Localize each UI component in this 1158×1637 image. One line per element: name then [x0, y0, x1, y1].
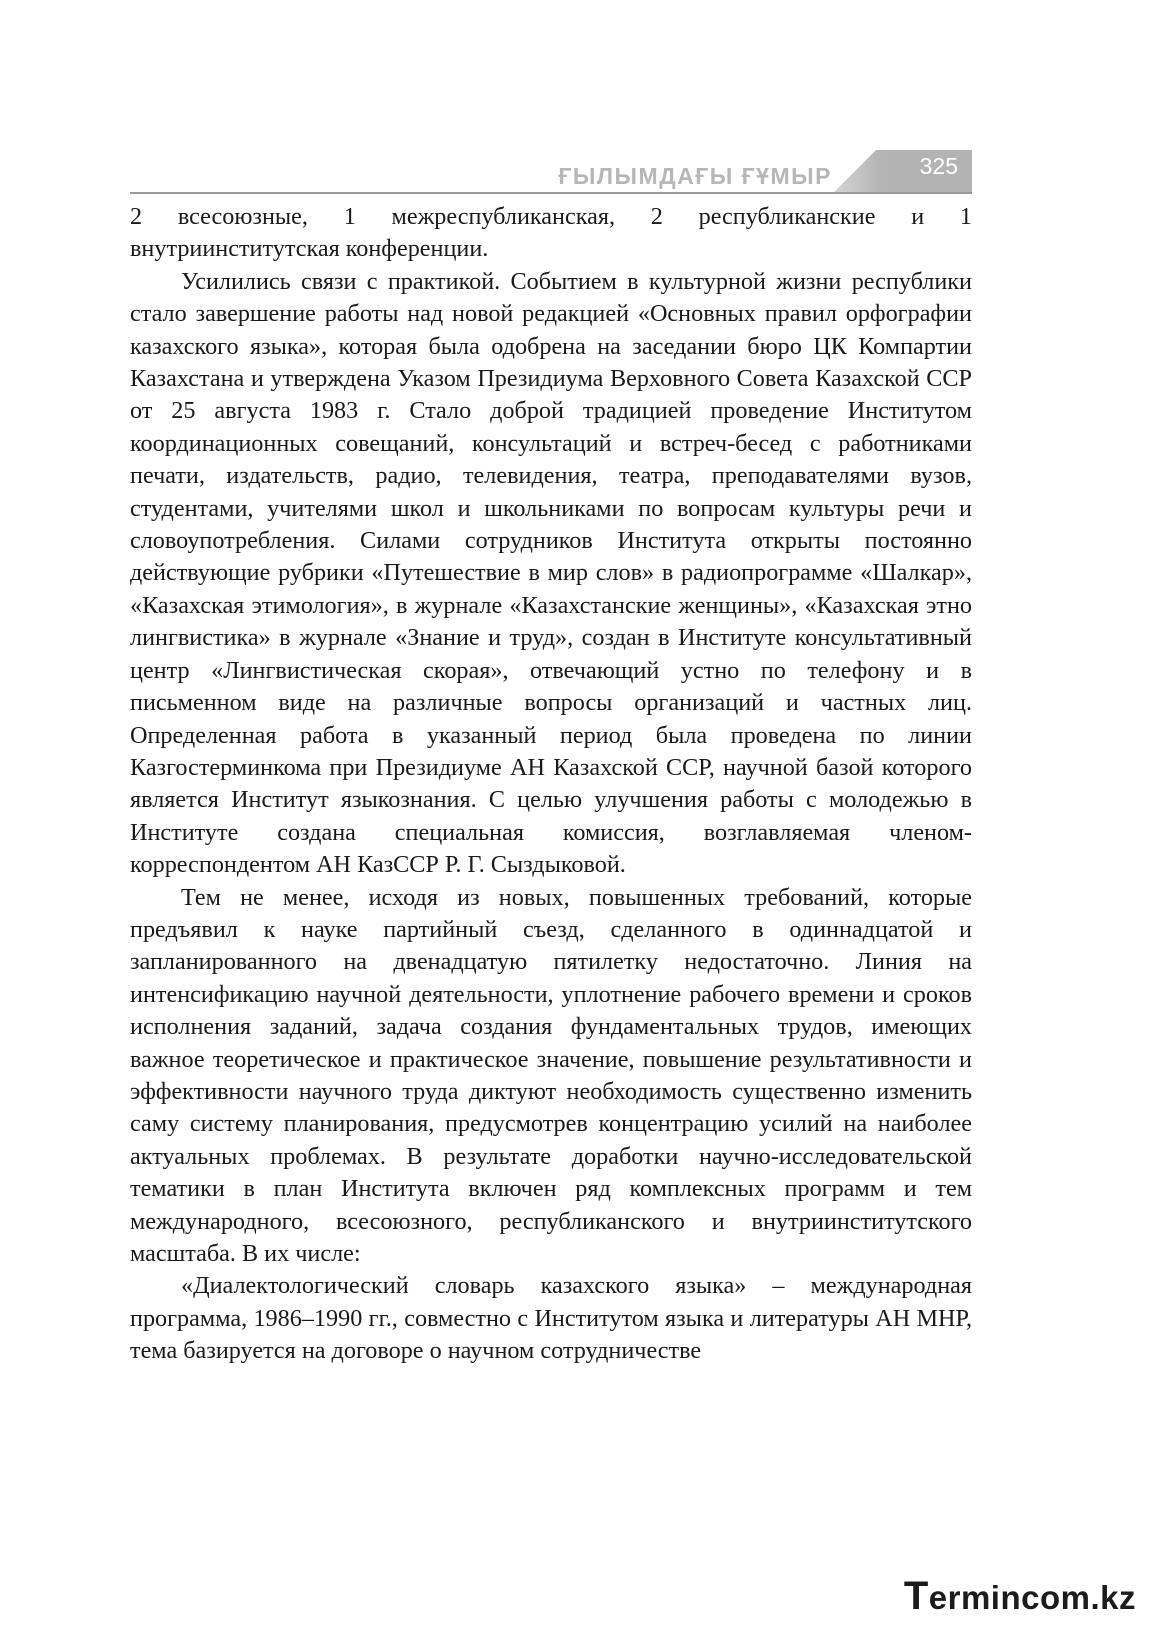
- header-wedge: [834, 150, 972, 192]
- body-text: [130, 201, 972, 1368]
- watermark-logo: [904, 1574, 1136, 1619]
- running-header: [130, 148, 972, 194]
- watermark-logo-initial: T: [903, 1574, 929, 1618]
- paragraph-3: Тем не менее, исходя из новых, повышенных требований, которые предъявил к науке партийный съезд, сделанного в одиннадцатой и запланированного на двенадцатую пятилетку недостаточно. Линия на интенсификацию научной деятельности, уплотнение рабочего времени и сроков исполнения заданий, задача создания фундаментальных трудов, имеющих важное теоретическое и практическое значение, повышение результативности и эффективности научного труда диктуют необходимость существенно изменить саму систему планирования, предусмотрев концентрацию усилий на наиболее актуальных проблемах. В результате доработки научно-исследовательской тематики в план Института включен ряд комплексных программ и тем международного, всесоюзного, республиканского и внутриинститутского масштаба. В их числе:: [130, 883, 972, 1267]
- page-number: 325: [919, 153, 958, 179]
- paragraph-4: «Диалектологический словарь казахского языка» – международная программа, 1986–1990 гг., совместно с Институтом языка и литературы АН МНР, тема базируется на договоре о научном сотрудничестве: [130, 1272, 972, 1365]
- paragraph-2: Усилились связи с практикой. Событием в культурной жизни республики стало завершение работы над новой редакцией «Основных правил орфографии казахского языка», которая была одобрена на заседании бюро ЦК Компартии Казахстана и утверждена Указом Президиума Верховного Совета Казахской ССР от 25 августа 1983 г. Стало доброй традицией проведение Институтом координационных совещаний, консультаций и встреч-бесед с работниками печати, издательств, радио, телевидения, театра, преподавателями вузов, студентами, учителями школ и школьниками по вопросам культуры речи и словоупотребления. Силами сотрудников Института открыты постоянно действующие рубрики «Путешествие в мир слов» в радиопрограмме «Шалкар», «Казахская этимология», в журнале «Казахстанские женщины», «Казахская этно лингвистика» в журнале «Знание и труд», создан в Институте консультативный центр «Лингвистическая скорая», отвечающий устно по телефону и в письменном виде на различные вопросы организаций и частных лиц. Определенная работа в указанный период была проведена по линии Казгостерминкома при Президиуме АН Казахской ССР, научной базой которого является Институт языкознания. С целью улучшения работы с молодежью в Институте создана специальная комиссия, возглавляемая членом-корреспондентом АН КазССР Р. Г. Сыздыковой.: [130, 267, 972, 879]
- header-rule: [130, 192, 972, 194]
- header-title: ҒЫЛЫМДАҒЫ ҒҰМЫР: [558, 163, 832, 189]
- watermark-logo-text: ermincom.kz: [928, 1579, 1136, 1616]
- paragraph-1: 2 всесоюзные, 1 межреспубликанская, 2 республиканские и 1 внутриинститутская конференции.: [130, 203, 972, 263]
